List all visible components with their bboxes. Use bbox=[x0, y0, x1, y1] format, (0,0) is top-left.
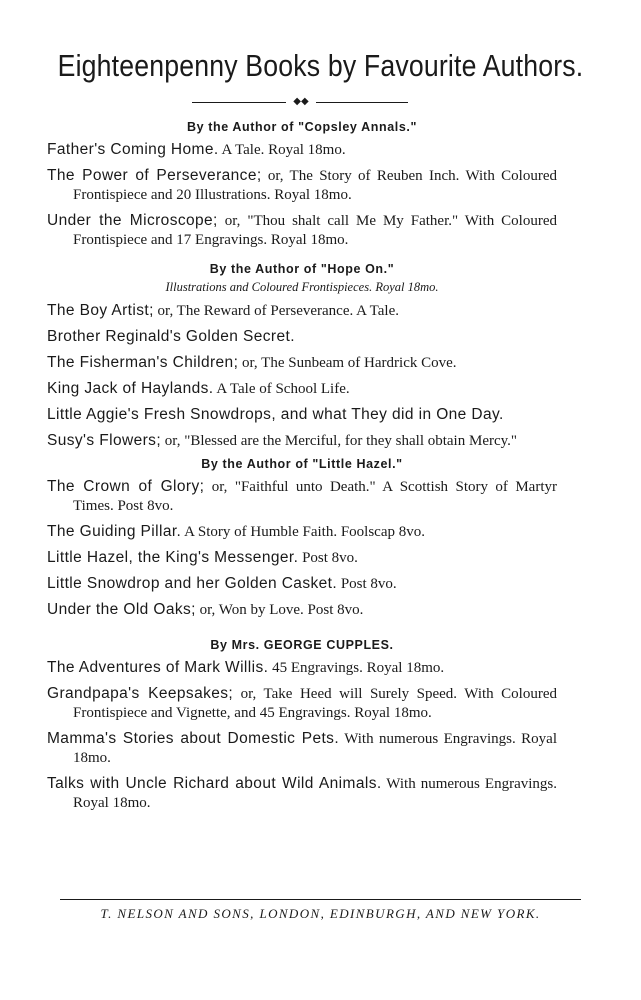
page-title: Eighteenpenny Books by Favourite Authors. bbox=[57, 48, 584, 83]
footer-rule bbox=[60, 899, 581, 900]
book-details: or, "Blessed are the Merciful, for they shall obtain Mercy." bbox=[161, 433, 518, 449]
book-entry bbox=[47, 431, 557, 451]
book-title: Under the Old Oaks; bbox=[47, 601, 196, 618]
section-heading: By Mrs. GEORGE CUPPLES. bbox=[210, 638, 394, 652]
book-entry bbox=[47, 301, 557, 321]
book-details: or, Take Heed will Surely Speed. With Coloured Frontispiece and Vignette, and 45 Engravings. Royal 18mo. bbox=[73, 686, 557, 721]
book-title: Grandpapa's Keepsakes; bbox=[47, 685, 234, 702]
book-entry bbox=[47, 477, 557, 516]
catalogue-content bbox=[47, 120, 557, 819]
book-title: The Boy Artist; bbox=[47, 302, 154, 319]
section-heading: By the Author of "Hope On." bbox=[209, 262, 395, 276]
book-entry bbox=[47, 140, 557, 160]
book-title: The Crown of Glory; bbox=[47, 478, 205, 495]
book-details: A Tale. Royal 18mo. bbox=[218, 142, 346, 158]
book-title: Brother Reginald's Golden Secret. bbox=[47, 328, 295, 345]
book-entry bbox=[47, 379, 557, 399]
book-entry bbox=[47, 574, 557, 594]
book-details: or, The Sunbeam of Hardrick Cove. bbox=[238, 355, 457, 371]
book-details: With numerous Engravings. Royal 18mo. bbox=[73, 776, 557, 811]
book-title: Talks with Uncle Richard about Wild Animals. bbox=[47, 775, 382, 792]
book-details: or, Won by Love. Post 8vo. bbox=[195, 602, 364, 618]
book-details: or, "Thou shalt call Me My Father." With Coloured Frontispiece and 17 Engravings. Royal 18mo. bbox=[73, 213, 557, 248]
book-entry bbox=[47, 405, 557, 425]
book-title: Mamma's Stories about Domestic Pets. bbox=[47, 730, 340, 747]
book-details: Post 8vo. bbox=[298, 550, 358, 566]
book-entry bbox=[47, 684, 557, 723]
book-entry bbox=[47, 658, 557, 678]
book-details: or, The Story of Reuben Inch. With Coloured Frontispiece and 20 Illustrations. Royal 18mo. bbox=[73, 168, 557, 203]
book-entry bbox=[47, 548, 557, 568]
book-title: The Guiding Pillar. bbox=[47, 523, 182, 540]
book-entry bbox=[47, 774, 557, 813]
book-entry bbox=[47, 522, 557, 542]
book-title: Little Snowdrop and her Golden Casket. bbox=[47, 575, 338, 592]
ornament: ◆◆ bbox=[286, 96, 316, 108]
book-entry bbox=[47, 327, 557, 347]
section-heading: By the Author of "Little Hazel." bbox=[201, 457, 403, 471]
book-details: A Tale of School Life. bbox=[213, 381, 350, 397]
section-heading: By the Author of "Copsley Annals." bbox=[187, 120, 417, 134]
book-title: Little Hazel, the King's Messenger. bbox=[47, 549, 299, 566]
book-details: Post 8vo. bbox=[337, 576, 397, 592]
book-title: Susy's Flowers; bbox=[47, 432, 162, 449]
book-entry bbox=[47, 729, 557, 768]
book-entry bbox=[47, 211, 557, 250]
book-title: King Jack of Haylands. bbox=[47, 380, 214, 397]
book-details: or, The Reward of Perseverance. A Tale. bbox=[153, 303, 400, 319]
publisher-footer: T. NELSON AND SONS, LONDON, EDINBURGH, AND NEW YORK. bbox=[100, 906, 541, 921]
book-entry bbox=[47, 353, 557, 373]
book-title: Under the Microscope; bbox=[47, 212, 218, 229]
book-title: The Power of Perseverance; bbox=[47, 167, 262, 184]
book-title: The Fisherman's Children; bbox=[47, 354, 239, 371]
book-entry bbox=[47, 600, 557, 620]
book-entry bbox=[47, 166, 557, 205]
book-title: The Adventures of Mark Willis. bbox=[47, 659, 269, 676]
book-title: Little Aggie's Fresh Snowdrops, and what They did in One Day. bbox=[47, 406, 504, 423]
book-title: Father's Coming Home. bbox=[47, 141, 219, 158]
book-details: A Story of Humble Faith. Foolscap 8vo. bbox=[181, 524, 425, 540]
section-subheading: Illustrations and Coloured Frontispieces. Royal 18mo. bbox=[165, 280, 439, 294]
book-details: or, "Faithful unto Death." A Scottish Story of Martyr Times. Post 8vo. bbox=[73, 479, 557, 514]
book-details: With numerous Engravings. Royal 18mo. bbox=[73, 731, 557, 766]
book-details: 45 Engravings. Royal 18mo. bbox=[268, 660, 445, 676]
